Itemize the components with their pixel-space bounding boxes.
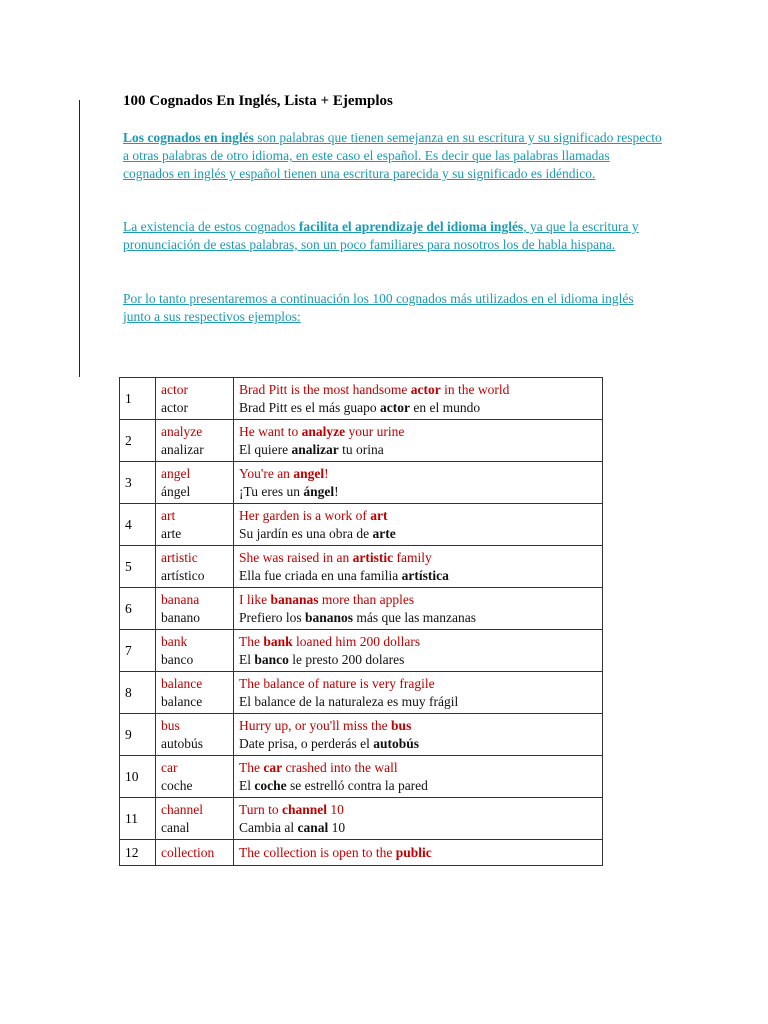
row-number: 6 [120, 588, 156, 630]
intro-paragraph-2[interactable] [123, 218, 663, 254]
example-spanish-text: ! [334, 483, 339, 499]
example-english-text: Brad Pitt is the most handsome [239, 381, 411, 397]
example-cell [234, 504, 603, 546]
example-english [239, 507, 597, 525]
example-english [239, 759, 597, 777]
row-number: 5 [120, 546, 156, 588]
example-spanish-highlight: coche [254, 777, 287, 793]
example-cell [234, 462, 603, 504]
word-cell [156, 462, 234, 504]
example-english-text: Turn to [239, 801, 283, 817]
example-spanish-highlight: ángel [303, 483, 335, 499]
table-row [120, 588, 603, 630]
example-english-text: The collection is open to the [239, 844, 396, 860]
english-word: collection [161, 844, 215, 860]
table-row [120, 714, 603, 756]
intro-text-1[interactable]: son palabras que tienen semejanza en su escritura y su significado respecto a otras palabras de otro idioma, en este caso el español. Es decir que las palabras llamadas cognados en inglés y español tienen una escritura parecida y su significado es idéndico. [123, 130, 662, 181]
example-english-highlight: channel [282, 801, 328, 817]
example-spanish [239, 525, 597, 543]
example-english-highlight: bananas [270, 591, 319, 607]
example-spanish-text: Date prisa, o perderás el [239, 735, 374, 751]
table-row [120, 672, 603, 714]
example-english-text: I like [239, 591, 271, 607]
word-cell [156, 798, 234, 840]
word-cell [156, 714, 234, 756]
example-spanish-highlight: bananos [304, 609, 354, 625]
row-number: 2 [120, 420, 156, 462]
spanish-word: artístico [161, 567, 205, 583]
intro-bold-2[interactable]: facilita el aprendizaje del idioma inglés [298, 219, 524, 234]
row-number: 7 [120, 630, 156, 672]
example-spanish-highlight: actor [379, 399, 410, 415]
example-spanish [239, 651, 597, 669]
intro-text-2b[interactable]: , ya que la escritura y pronunciación de estas palabras, son un poco familiares para nosotros los de habla hispana. [123, 219, 639, 252]
word-cell [156, 672, 234, 714]
example-spanish-text: El [239, 651, 255, 667]
spanish-word: actor [161, 399, 188, 415]
example-english-text: your urine [345, 423, 405, 439]
example-cell [234, 630, 603, 672]
table-row [120, 378, 603, 420]
example-english [239, 801, 597, 819]
example-cell [234, 756, 603, 798]
example-spanish-text: Ella fue criada en una familia [239, 567, 402, 583]
example-english [239, 633, 597, 651]
table-row [120, 756, 603, 798]
table-row [120, 840, 603, 866]
spanish-word: canal [161, 819, 190, 835]
row-number: 8 [120, 672, 156, 714]
example-english-text: Her garden is a work of [239, 507, 371, 523]
example-english [239, 381, 597, 399]
spanish-word: banco [161, 651, 194, 667]
english-word: balance [161, 675, 203, 691]
example-spanish-text: Cambia al [239, 819, 298, 835]
english-word: angel [161, 465, 191, 481]
example-cell [234, 798, 603, 840]
word-cell [156, 630, 234, 672]
example-english [239, 423, 597, 441]
example-spanish [239, 609, 597, 627]
row-number: 3 [120, 462, 156, 504]
english-word: banana [161, 591, 200, 607]
example-spanish [239, 819, 597, 837]
example-spanish-text: tu orina [338, 441, 384, 457]
example-spanish-text: Brad Pitt es el más guapo [239, 399, 380, 415]
example-cell [234, 546, 603, 588]
row-number: 11 [120, 798, 156, 840]
example-spanish-text: Prefiero los [239, 609, 305, 625]
example-spanish-text: le presto 200 dolares [288, 651, 405, 667]
example-english-text: The [239, 759, 264, 775]
example-spanish [239, 777, 597, 795]
row-number: 1 [120, 378, 156, 420]
example-cell [234, 420, 603, 462]
word-cell [156, 588, 234, 630]
page-title: 100 Cognados En Inglés, Lista + Ejemplos [123, 93, 393, 109]
example-english-highlight: art [370, 507, 388, 523]
margin-bar [79, 100, 80, 377]
example-english-text: Hurry up, or you'll miss the [239, 717, 392, 733]
example-spanish [239, 441, 597, 459]
example-english [239, 844, 597, 862]
example-english [239, 465, 597, 483]
example-english-highlight: artistic [352, 549, 394, 565]
spanish-word: autobús [161, 735, 203, 751]
example-spanish [239, 399, 597, 417]
example-cell [234, 672, 603, 714]
example-spanish-highlight: autobús [373, 735, 419, 751]
example-english [239, 717, 597, 735]
row-number: 12 [120, 840, 156, 866]
example-spanish-highlight: arte [372, 525, 396, 541]
table-row [120, 798, 603, 840]
spanish-word: ángel [161, 483, 191, 499]
example-cell [234, 840, 603, 866]
example-english [239, 549, 597, 567]
example-spanish-highlight: banco [254, 651, 289, 667]
example-english-highlight: actor [410, 381, 441, 397]
example-cell [234, 588, 603, 630]
intro-text-3[interactable]: Por lo tanto presentaremos a continuación los 100 cognados más utilizados en el idioma inglés junto a sus respectivos ejemplos: [123, 291, 634, 324]
english-word: analyze [161, 423, 203, 439]
cognates-table [119, 377, 603, 866]
example-english-highlight: car [263, 759, 283, 775]
example-english-text: The balance of nature is very fragile [239, 675, 435, 691]
example-spanish [239, 735, 597, 753]
example-english-highlight: analyze [301, 423, 346, 439]
example-spanish-text: más que las manzanas [353, 609, 476, 625]
word-cell [156, 546, 234, 588]
word-cell [156, 504, 234, 546]
example-spanish-highlight: analizar [291, 441, 339, 457]
word-cell [156, 378, 234, 420]
intro-text-2a[interactable]: La existencia de estos cognados [123, 219, 299, 234]
table-row [120, 546, 603, 588]
example-spanish [239, 693, 597, 711]
example-english-highlight: bus [391, 717, 412, 733]
example-english-highlight: public [395, 844, 432, 860]
row-number: 9 [120, 714, 156, 756]
example-english-text: She was raised in an [239, 549, 353, 565]
example-english-text: ! [324, 465, 329, 481]
english-word: art [161, 507, 176, 523]
english-word: actor [161, 381, 188, 397]
example-english-text: loaned him 200 dollars [292, 633, 421, 649]
example-english-highlight: angel [293, 465, 325, 481]
word-cell [156, 756, 234, 798]
table-row [120, 462, 603, 504]
table-row [120, 630, 603, 672]
example-english-text: 10 [327, 801, 344, 817]
table-row [120, 420, 603, 462]
english-word: bank [161, 633, 188, 649]
example-spanish [239, 567, 597, 585]
example-spanish-text: se estrelló contra la pared [286, 777, 428, 793]
english-word: channel [161, 801, 203, 817]
example-english-text: in the world [440, 381, 510, 397]
spanish-word: analizar [161, 441, 204, 457]
spanish-word: balance [161, 693, 203, 709]
intro-bold-1[interactable]: Los cognados en inglés [123, 130, 254, 145]
word-cell [156, 840, 234, 866]
spanish-word: coche [161, 777, 193, 793]
word-cell [156, 420, 234, 462]
example-spanish [239, 483, 597, 501]
example-spanish-text: 10 [328, 819, 346, 835]
example-english [239, 675, 597, 693]
row-number: 10 [120, 756, 156, 798]
example-spanish-text: Su jardín es una obra de [239, 525, 373, 541]
table-row [120, 504, 603, 546]
example-english-highlight: bank [263, 633, 293, 649]
example-english-text: He want to [239, 423, 302, 439]
example-cell [234, 378, 603, 420]
intro-paragraph-3[interactable] [123, 290, 663, 326]
example-spanish-highlight: canal [297, 819, 329, 835]
intro-paragraph-1[interactable] [123, 129, 663, 183]
example-english [239, 591, 597, 609]
example-spanish-text: en el mundo [409, 399, 481, 415]
example-spanish-text: El balance de la naturaleza es muy frágil [239, 693, 459, 709]
english-word: bus [161, 717, 180, 733]
english-word: artistic [161, 549, 198, 565]
example-spanish-text: El quiere [239, 441, 292, 457]
example-english-text: more than apples [318, 591, 415, 607]
example-spanish-text: ¡Tu eres un [239, 483, 304, 499]
example-spanish-text: El [239, 777, 255, 793]
example-english-text: You're an [239, 465, 294, 481]
example-english-text: crashed into the wall [282, 759, 398, 775]
english-word: car [161, 759, 178, 775]
example-cell [234, 714, 603, 756]
example-english-text: The [239, 633, 264, 649]
example-spanish-highlight: artística [401, 567, 449, 583]
spanish-word: arte [161, 525, 182, 541]
row-number: 4 [120, 504, 156, 546]
spanish-word: banano [161, 609, 200, 625]
example-english-text: family [393, 549, 432, 565]
